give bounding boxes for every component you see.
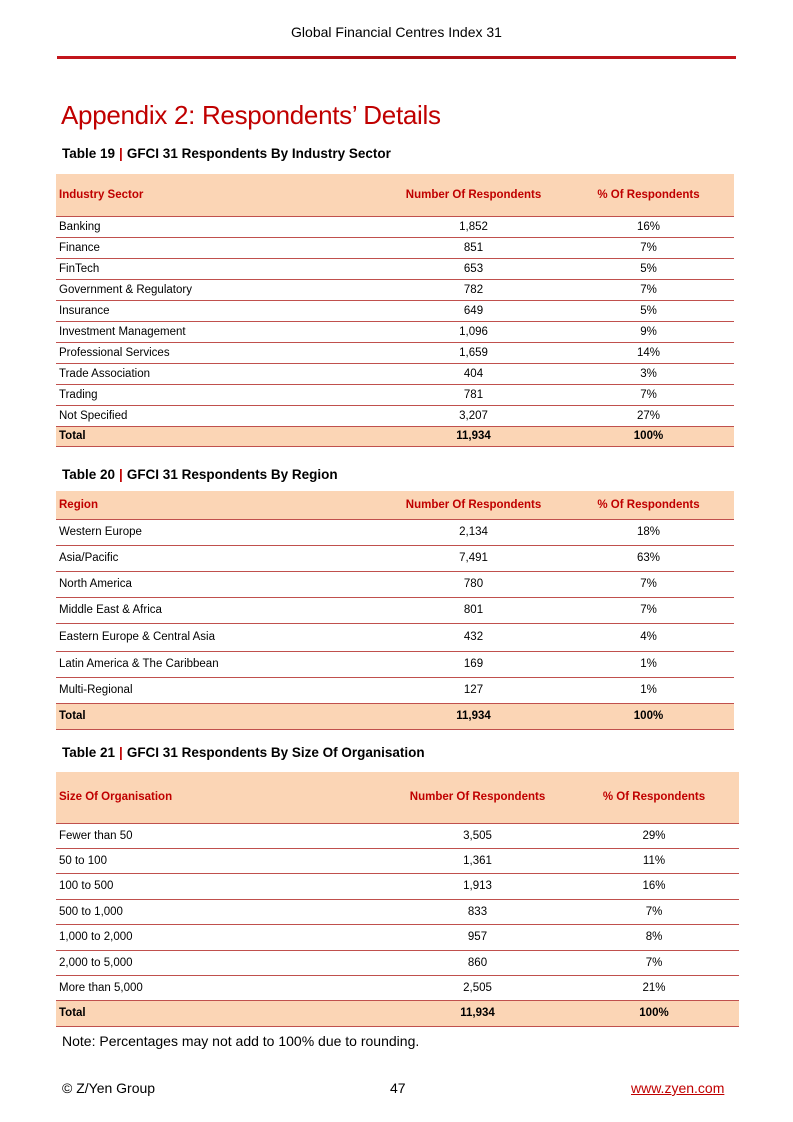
row-label: Trade Association (56, 363, 384, 384)
table-row (56, 279, 734, 300)
row-count: 780 (384, 571, 560, 597)
row-percent: 27% (560, 405, 734, 426)
row-label: Banking (56, 216, 384, 237)
table-number: Table 19 (62, 146, 116, 161)
table-title: GFCI 31 Respondents By Region (126, 467, 338, 482)
row-count: 127 (384, 677, 560, 703)
row-count: 649 (384, 300, 560, 321)
row-count: 404 (384, 363, 560, 384)
table-row (56, 363, 734, 384)
row-percent: 3% (560, 363, 734, 384)
row-label: Eastern Europe & Central Asia (56, 623, 384, 651)
table-organisation-size (56, 772, 739, 1027)
row-count: 782 (384, 279, 560, 300)
row-percent: 8% (566, 924, 739, 950)
row-percent: 16% (566, 873, 739, 899)
row-count: 1,659 (384, 342, 560, 363)
total-count: 11,934 (384, 703, 560, 729)
column-header: Number Of Respondents (384, 174, 560, 216)
row-percent: 14% (560, 342, 734, 363)
total-percent: 100% (560, 426, 734, 446)
row-count: 1,361 (386, 848, 566, 873)
column-header: Industry Sector (56, 174, 384, 216)
row-count: 957 (386, 924, 566, 950)
table-header-row (56, 772, 739, 823)
row-label: Investment Management (56, 321, 384, 342)
row-percent: 7% (560, 384, 734, 405)
row-label: 2,000 to 5,000 (56, 950, 386, 975)
row-label: Professional Services (56, 342, 384, 363)
page-title: Appendix 2: Respondents’ Details (61, 100, 441, 130)
table-row (56, 823, 739, 848)
table-21-caption (62, 745, 425, 760)
table-row (56, 950, 739, 975)
table-number: Table 21 (62, 745, 116, 760)
table-row (56, 405, 734, 426)
row-label: 100 to 500 (56, 873, 386, 899)
row-percent: 5% (560, 258, 734, 279)
row-percent: 7% (566, 899, 739, 924)
table-title: GFCI 31 Respondents By Size Of Organisation (126, 745, 425, 760)
row-label: More than 5,000 (56, 975, 386, 1000)
column-header: % Of Respondents (560, 491, 734, 519)
column-header: % Of Respondents (560, 174, 734, 216)
running-header: Global Financial Centres Index 31 (291, 24, 502, 40)
table-header-row (56, 491, 734, 519)
table-row (56, 848, 739, 873)
row-percent: 5% (560, 300, 734, 321)
table-title: GFCI 31 Respondents By Industry Sector (126, 146, 391, 161)
total-label: Total (56, 426, 384, 446)
row-count: 432 (384, 623, 560, 651)
row-percent: 7% (566, 950, 739, 975)
row-label: Trading (56, 384, 384, 405)
caption-separator: | (119, 745, 123, 760)
row-count: 1,096 (384, 321, 560, 342)
table-row (56, 545, 734, 571)
total-row (56, 1000, 739, 1026)
row-label: Not Specified (56, 405, 384, 426)
table-row (56, 321, 734, 342)
row-count: 653 (384, 258, 560, 279)
table-row (56, 384, 734, 405)
row-label: Multi-Regional (56, 677, 384, 703)
table-row (56, 651, 734, 677)
table-header-row (56, 174, 734, 216)
row-percent: 7% (560, 279, 734, 300)
row-percent: 4% (560, 623, 734, 651)
row-label: Fewer than 50 (56, 823, 386, 848)
table-row (56, 258, 734, 279)
row-count: 3,505 (386, 823, 566, 848)
row-count: 801 (384, 597, 560, 623)
row-count: 1,852 (384, 216, 560, 237)
row-count: 3,207 (384, 405, 560, 426)
table-row (56, 623, 734, 651)
table-number: Table 20 (62, 467, 116, 482)
table-row (56, 519, 734, 545)
row-percent: 7% (560, 597, 734, 623)
row-label: 500 to 1,000 (56, 899, 386, 924)
row-count: 1,913 (386, 873, 566, 899)
table-19-caption (62, 146, 391, 161)
table-row (56, 216, 734, 237)
column-header: Region (56, 491, 384, 519)
row-percent: 21% (566, 975, 739, 1000)
table-industry-sector (56, 174, 734, 447)
total-count: 11,934 (386, 1000, 566, 1026)
row-count: 781 (384, 384, 560, 405)
row-count: 2,134 (384, 519, 560, 545)
total-label: Total (56, 703, 384, 729)
row-percent: 18% (560, 519, 734, 545)
column-header: Size Of Organisation (56, 772, 386, 823)
row-label: Middle East & Africa (56, 597, 384, 623)
website-link[interactable]: www.zyen.com (631, 1080, 725, 1096)
footer-copyright: © Z/Yen Group (62, 1080, 156, 1096)
column-header: Number Of Respondents (386, 772, 566, 823)
row-percent: 16% (560, 216, 734, 237)
total-row (56, 703, 734, 729)
header-rule (57, 56, 736, 59)
table-region (56, 491, 734, 730)
page-number: 47 (390, 1080, 406, 1096)
table-row (56, 677, 734, 703)
row-count: 851 (384, 237, 560, 258)
rounding-note: Note: Percentages may not add to 100% due to rounding. (62, 1033, 420, 1049)
row-label: Government & Regulatory (56, 279, 384, 300)
table-row (56, 924, 739, 950)
row-label: Asia/Pacific (56, 545, 384, 571)
row-percent: 9% (560, 321, 734, 342)
row-label: 1,000 to 2,000 (56, 924, 386, 950)
table-row (56, 300, 734, 321)
table-row (56, 899, 739, 924)
total-percent: 100% (560, 703, 734, 729)
row-label: Western Europe (56, 519, 384, 545)
table-row (56, 597, 734, 623)
total-count: 11,934 (384, 426, 560, 446)
total-percent: 100% (566, 1000, 739, 1026)
row-percent: 1% (560, 677, 734, 703)
total-label: Total (56, 1000, 386, 1026)
table-row (56, 873, 739, 899)
caption-separator: | (119, 146, 123, 161)
row-count: 860 (386, 950, 566, 975)
row-percent: 7% (560, 237, 734, 258)
row-count: 833 (386, 899, 566, 924)
row-label: Finance (56, 237, 384, 258)
table-row (56, 237, 734, 258)
row-label: FinTech (56, 258, 384, 279)
caption-separator: | (119, 467, 123, 482)
table-row (56, 975, 739, 1000)
row-label: Latin America & The Caribbean (56, 651, 384, 677)
table-row (56, 342, 734, 363)
total-row (56, 426, 734, 446)
table-20-caption (62, 467, 338, 482)
table-row (56, 571, 734, 597)
row-label: Insurance (56, 300, 384, 321)
row-count: 2,505 (386, 975, 566, 1000)
column-header: Number Of Respondents (384, 491, 560, 519)
row-label: North America (56, 571, 384, 597)
row-count: 169 (384, 651, 560, 677)
row-percent: 63% (560, 545, 734, 571)
row-count: 7,491 (384, 545, 560, 571)
row-percent: 29% (566, 823, 739, 848)
column-header: % Of Respondents (566, 772, 739, 823)
row-label: 50 to 100 (56, 848, 386, 873)
row-percent: 7% (560, 571, 734, 597)
row-percent: 1% (560, 651, 734, 677)
row-percent: 11% (566, 848, 739, 873)
